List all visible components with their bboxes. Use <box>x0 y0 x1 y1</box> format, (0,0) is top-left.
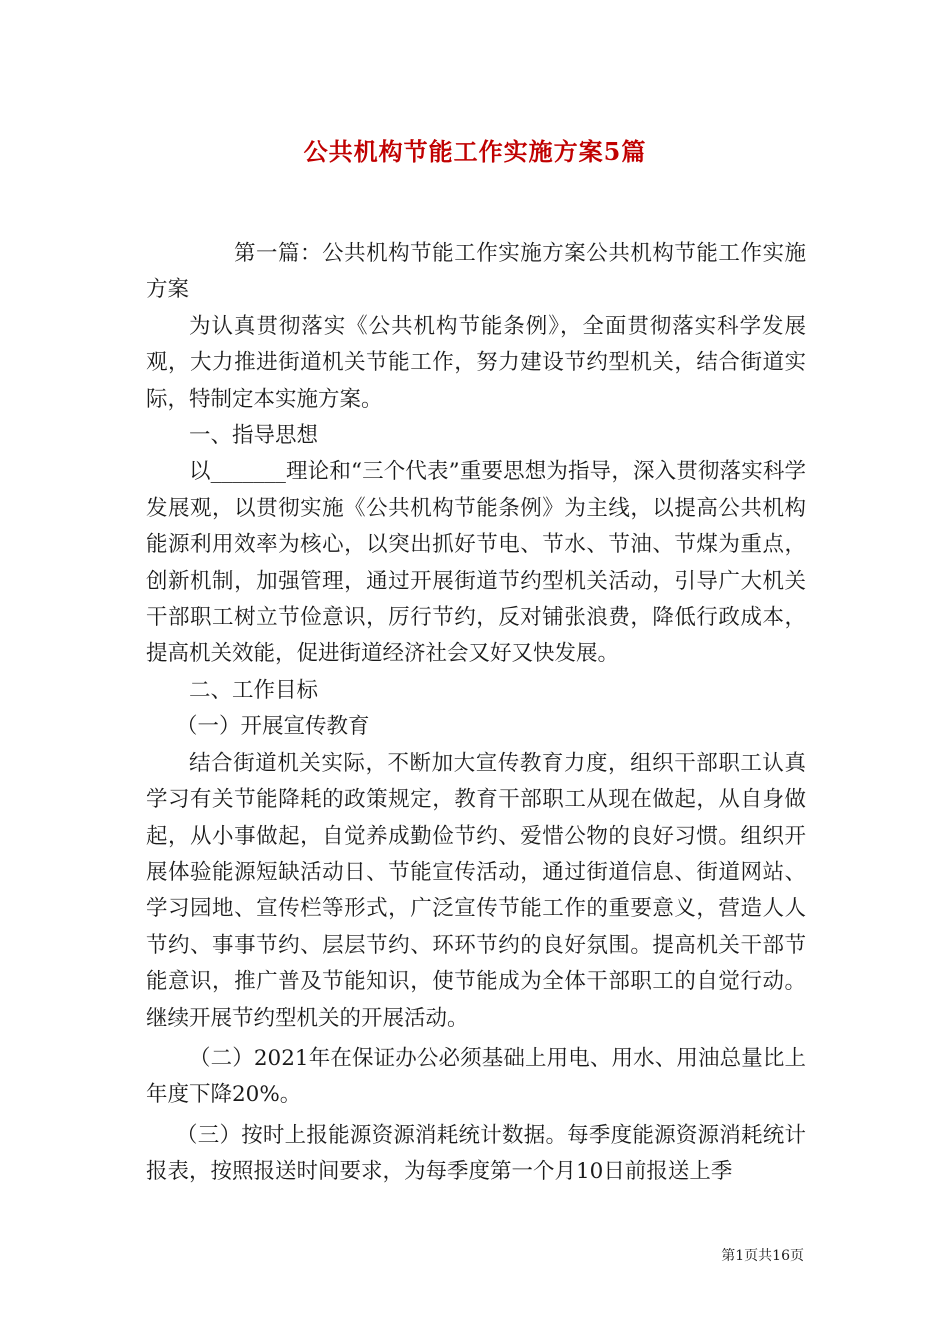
paragraph-chapter-heading: 第一篇：公共机构节能工作实施方案公共机构节能工作实施方案 <box>146 241 806 303</box>
paragraph-publicity: 结合街道机关实际，不断加大宣传教育力度，组织干部职工认真学习有关节能降耗的政策规定，教育干部职工从现在做起，从自身做起，从小事做起，自觉养成勤俭节约、爱惜公物的良好习惯。组织开展体验能源短缺活动日、节能宣传活动，通过街道信息、街道网站、学习园地、宣传栏等形式，广泛宣传节能工作的重要意义，营造人人节约、事事节约、层层节约、环环节约的良好氛围。提高机关干部节能意识，推广普及节能知识，使节能成为全体干部职工的自觉行动。继续开展节约型机关的开展活动。 <box>146 750 806 1031</box>
page-footer-number: 第1页共16页 <box>721 1248 804 1264</box>
paragraph-goal-reduction: （二）2021年在保证办公必须基础上用电、用水、用油总量比上年度下降20%。 <box>146 1045 806 1108</box>
document-title: 公共机构节能工作实施方案5篇 <box>303 137 647 166</box>
section-heading-work-goals: 二、工作目标 <box>189 677 319 703</box>
paragraph-goal-reporting: （三）按时上报能源资源消耗统计数据。每季度能源资源消耗统计报表，按照报送时间要求，为每季度第一个月10日前报送上季 <box>146 1122 806 1185</box>
subsection-heading-publicity: （一）开展宣传教育 <box>176 714 370 740</box>
section-heading-guiding-ideology: 一、指导思想 <box>189 423 319 449</box>
paragraph-guiding-ideology: 以_______理论和“三个代表”重要思想为指导，深入贯彻落实科学发展观，以贯彻实施《公共机构节能条例》为主线，以提高公共机构能源利用效率为核心，以突出抓好节电、节水、节油、节煤为重点，创新机制，加强管理，通过开展街道节约型机关活动，引导广大机关干部职工树立节俭意识，厉行节约，反对铺张浪费，降低行政成本，提高机关效能，促进街道经济社会又好又快发展。 <box>146 459 806 667</box>
document-body <box>146 236 806 1191</box>
paragraph-intro: 为认真贯彻落实《公共机构节能条例》，全面贯彻落实科学发展观，大力推进街道机关节能工作，努力建设节约型机关，结合街道实际，特制定本实施方案。 <box>146 313 806 412</box>
